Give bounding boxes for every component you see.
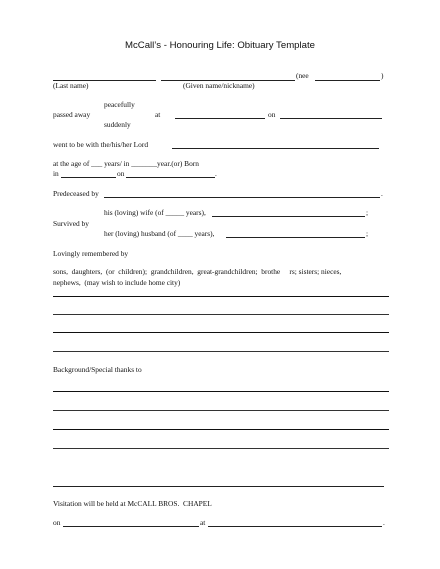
husband-name-line[interactable] — [226, 237, 365, 238]
passing-place-line[interactable] — [175, 118, 265, 119]
maiden-name-line[interactable] — [315, 80, 380, 81]
relatives-text-line-2: nephews, (may wish to include home city) — [53, 278, 181, 287]
passing-date-line[interactable] — [280, 118, 382, 119]
born-period: . — [215, 169, 217, 178]
document-title: McCall’s - Honouring Life: Obituary Template — [124, 40, 315, 51]
passing-at-label: at — [155, 110, 161, 119]
given-name-label: (Given name/nickname) — [183, 81, 255, 90]
wife-name-line[interactable] — [212, 216, 365, 217]
born-place-line[interactable] — [61, 177, 116, 178]
visitation-period: . — [383, 518, 385, 527]
relatives-text-line-1: sons, daughters, (or children); grandchildren, great-grandchildren; brothe rs; sisters; nieces, — [53, 267, 342, 276]
husband-line-text: her (loving) husband (of ____ years), — [104, 229, 215, 238]
age-line-text: at the age of ___ years/ in _______year.(or) Born — [53, 159, 199, 168]
nee-suffix: ) — [381, 71, 384, 80]
lovingly-remembered-label: Lovingly remembered by — [53, 249, 129, 258]
remembered-writing-line[interactable] — [53, 351, 389, 352]
background-writing-line[interactable] — [53, 410, 389, 411]
last-name-label: (Last name) — [53, 81, 89, 90]
wife-line-text: his (loving) wife (of _____ years), — [104, 208, 206, 217]
lord-line-label: went to be with the/his/her Lord — [53, 140, 149, 149]
remembered-writing-line[interactable] — [53, 296, 389, 297]
nee-prefix: (nee — [296, 71, 309, 80]
visitation-on-label: on — [53, 518, 61, 527]
option-peacefully: peacefully — [104, 100, 135, 109]
background-writing-line[interactable] — [53, 448, 389, 449]
remembered-writing-line[interactable] — [53, 314, 389, 315]
passing-on-label: on — [268, 110, 276, 119]
husband-semicolon: ; — [366, 229, 369, 238]
option-suddenly: suddenly — [104, 120, 131, 129]
wife-semicolon: ; — [366, 208, 369, 217]
survived-by-label: Survived by — [53, 219, 89, 228]
visitation-place-line[interactable] — [208, 526, 382, 527]
visitation-date-line[interactable] — [63, 526, 199, 527]
background-writing-line[interactable] — [53, 486, 384, 487]
background-thanks-label: Background/Special thanks to — [53, 365, 142, 374]
passed-away-label: passed away — [53, 110, 91, 119]
background-writing-line[interactable] — [53, 391, 389, 392]
predeceased-line[interactable] — [104, 197, 380, 198]
predeceased-label: Predeceased by — [53, 189, 99, 198]
remembered-writing-line[interactable] — [53, 332, 389, 333]
born-on-label: on — [117, 169, 125, 178]
born-date-line[interactable] — [126, 177, 215, 178]
visitation-at-label: at — [200, 518, 206, 527]
predeceased-period: . — [381, 189, 383, 198]
visitation-text: Visitation will be held at McCALL BROS. CHAPEL — [53, 499, 212, 508]
background-writing-line[interactable] — [53, 429, 389, 430]
lord-line-blank[interactable] — [172, 148, 379, 149]
born-in-label: in — [53, 169, 59, 178]
